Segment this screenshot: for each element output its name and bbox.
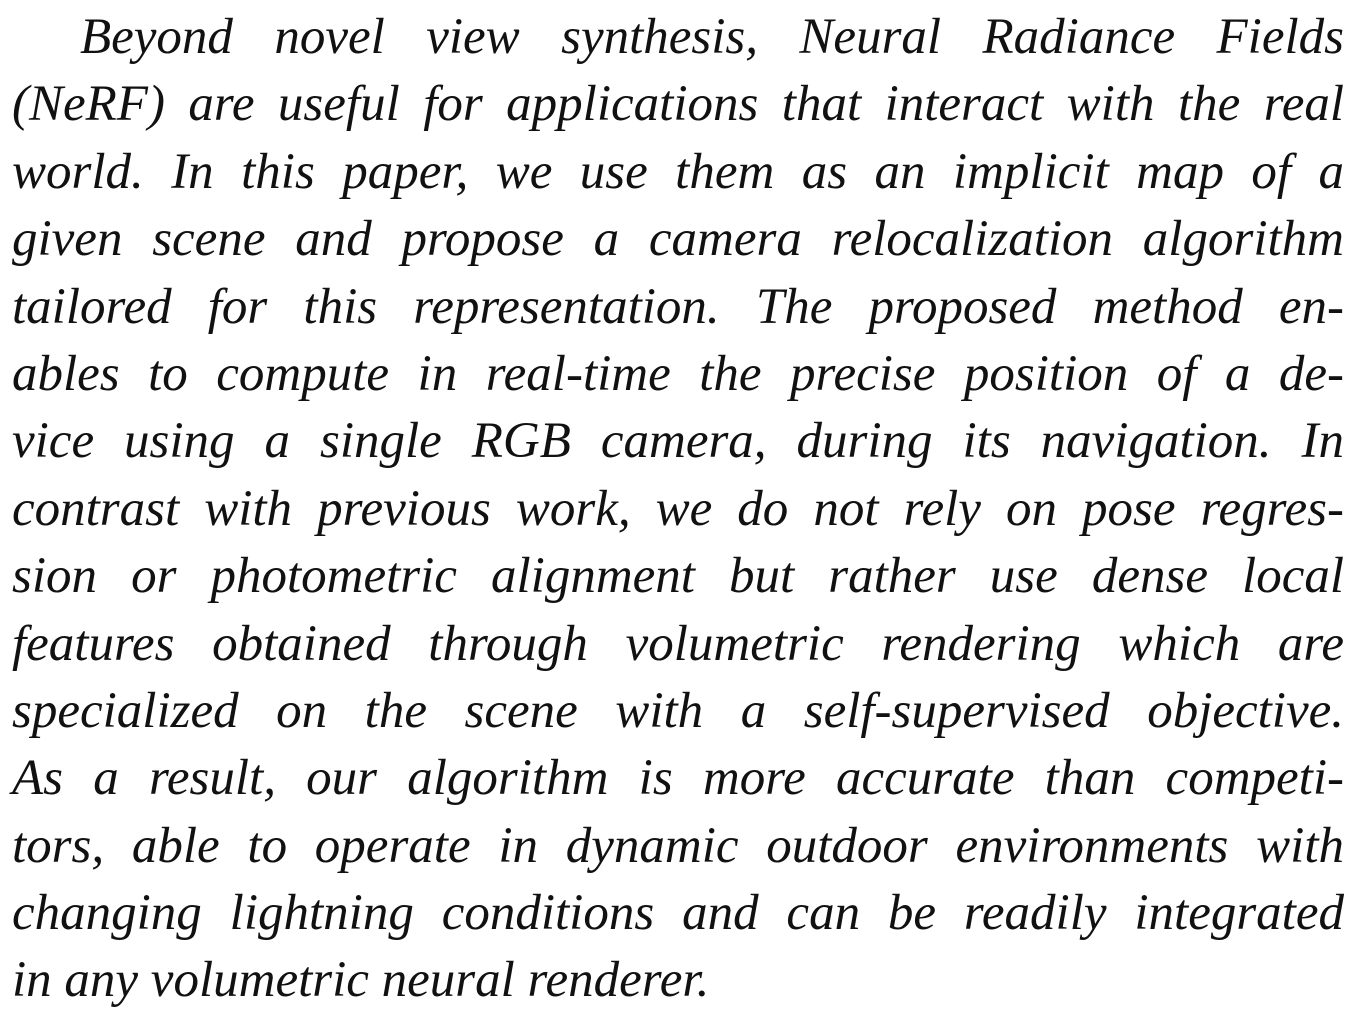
abstract-line: world. In this paper, we use them as an implicit map of a	[12, 143, 1344, 200]
abstract-line: ables to compute in real-time the precise position of a de-	[12, 345, 1344, 402]
abstract-line: vice using a single RGB camera, during its navigation. In	[12, 413, 1344, 470]
abstract-paragraph	[12, 4, 1344, 1015]
abstract-line: Beyond novel view synthesis, Neural Radiance Fields	[80, 9, 1344, 65]
abstract-line: features obtained through volumetric rendering which are	[12, 615, 1344, 672]
abstract-line: given scene and propose a camera relocalization algorithm	[12, 211, 1344, 268]
abstract-line: tors, able to operate in dynamic outdoor environments with	[12, 817, 1344, 874]
abstract-line: changing lightning conditions and can be readily integrated	[12, 885, 1344, 942]
abstract-line: contrast with previous work, we do not rely on pose regres-	[12, 480, 1344, 537]
abstract-line: specialized on the scene with a self-supervised objective.	[12, 682, 1344, 739]
abstract-line: (NeRF) are useful for applications that interact with the real	[12, 76, 1344, 133]
abstract-line: As a result, our algorithm is more accurate than competi-	[12, 750, 1344, 807]
abstract-line: tailored for this representation. The proposed method en-	[12, 278, 1344, 335]
abstract-line: sion or photometric alignment but rather use dense local	[12, 548, 1344, 605]
abstract-line: in any volumetric neural renderer.	[12, 952, 710, 1009]
